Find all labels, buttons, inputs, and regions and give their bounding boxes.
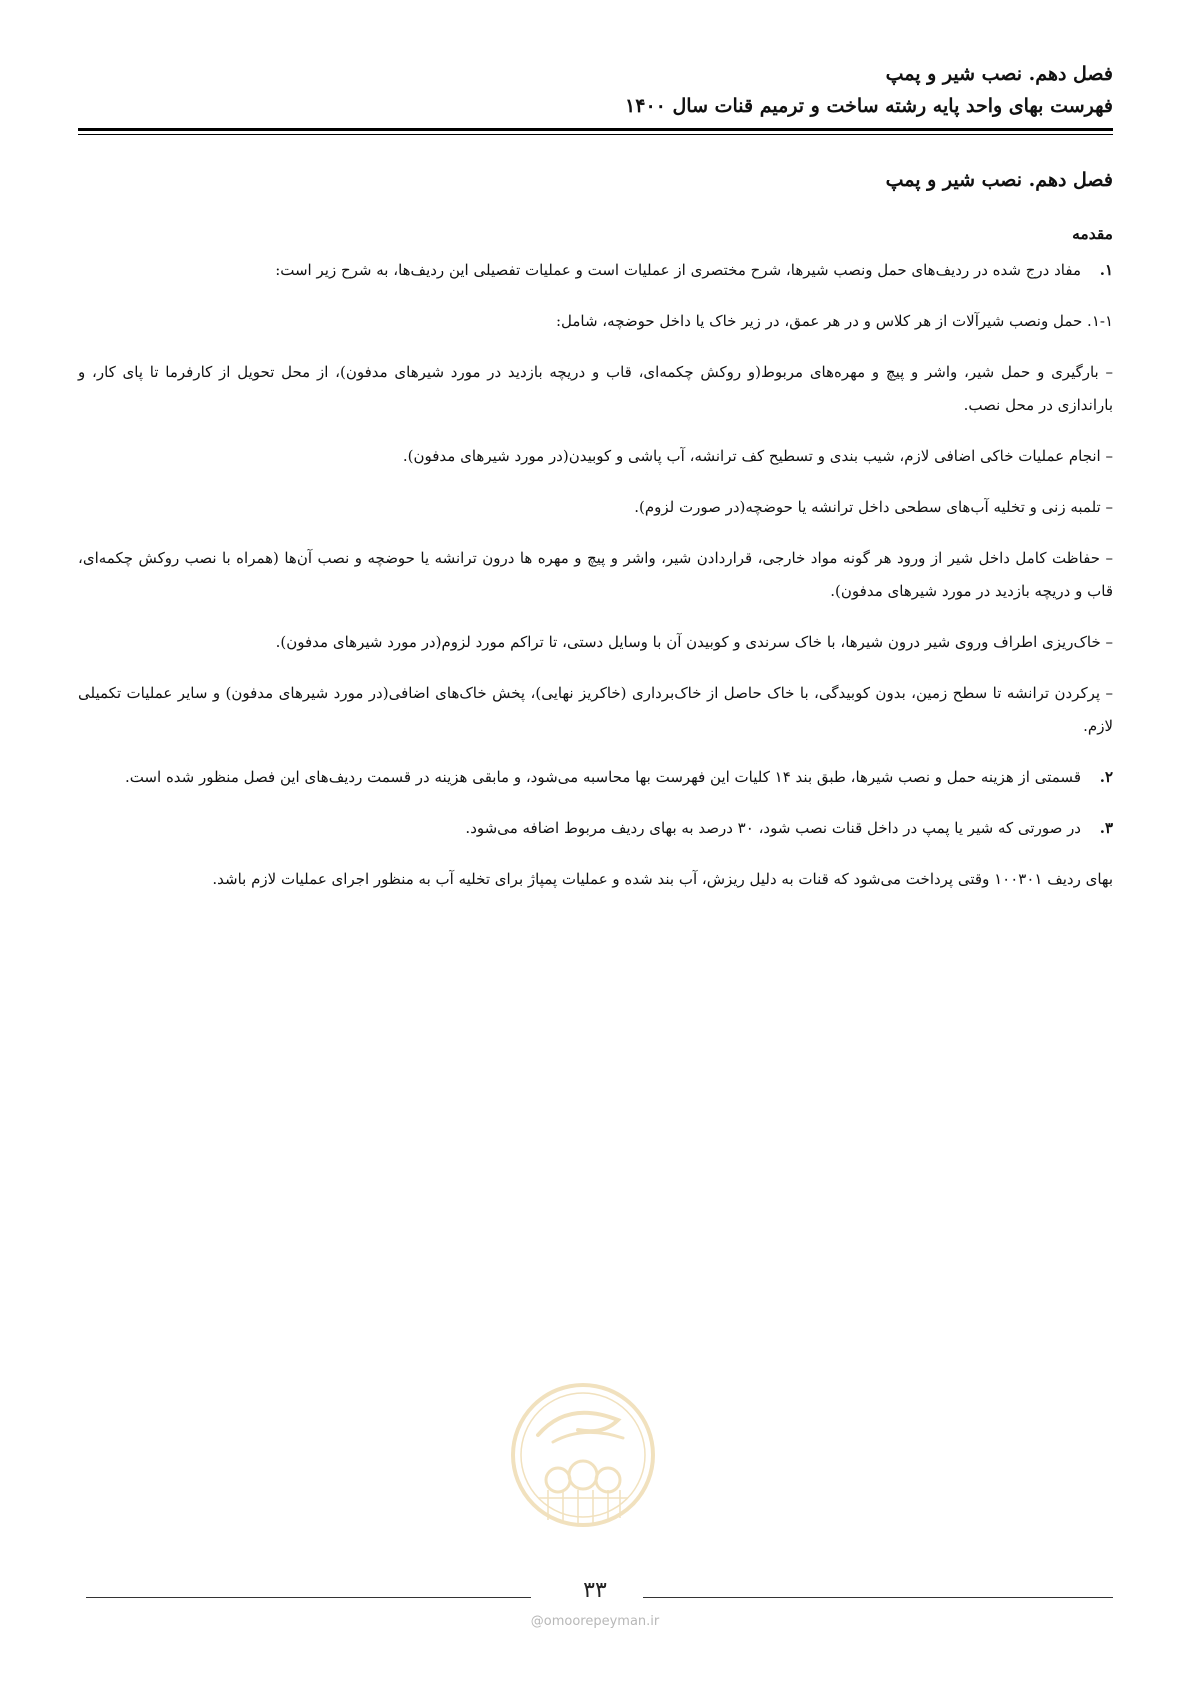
footer-rule-left [86,1597,531,1598]
header-rule-thick [78,128,1113,131]
omoorepeyman-seal-icon [508,1380,658,1530]
page-content [78,160,1113,914]
bullet-pumping: – تلمبه زنی و تخلیه آب‌های سطحی داخل ترانشه یا حوضچه(در صورت لزوم). [634,498,1113,516]
bullet-earthworks: – انجام عملیات خاکی اضافی لازم، شیب بندی و تسطیح کف ترانشه، آب پاشی و کوبیدن(در مورد شیرهای مدفون). [402,447,1113,465]
header-list-title: فهرست بهای واحد پایه رشته ساخت و ترمیم قنات سال ۱۴۰۰ [625,95,1113,117]
bullet-protection: – حفاظت کامل داخل شیر از ورود هر گونه مواد خارجی، قراردادن شیر، واشر و پیچ و مهره ها درون ترانشه یا حوضچه و نصب آن‌ها (همراه با نصب روکش چکمه‌ای، قاب و دریچه بازدید در مورد شیرهای مدفون). [78,549,1113,600]
item-1 [78,254,1113,287]
intro-heading: مقدمه [1072,224,1113,243]
chapter-title: فصل دهم. نصب شیر و پمپ [885,169,1113,191]
item-3-text: در صورتی که شیر یا پمپ در داخل قنات نصب شود، ۳۰ درصد به بهای ردیف مربوط اضافه می‌شود. [465,819,1081,837]
item-2-text: قسمتی از هزینه حمل و نصب شیرها، طبق بند ۱۴ کلیات این فهرست بها محاسبه می‌شود، و مابقی هزینه در قسمت ردیف‌های این فصل منظور شده است. [124,768,1081,786]
footer-rule-right [643,1597,1113,1598]
item-3 [78,812,1113,845]
header-chapter: فصل دهم. نصب شیر و پمپ [885,63,1113,85]
item-2 [78,761,1113,794]
bullet-backfill: – خاک‌ریزی اطراف وروی شیر درون شیرها، با خاک سرندی و کوبیدن آن با وسایل دستی، تا تراکم مورد لزوم(در مورد شیرهای مدفون). [275,633,1113,651]
closing-paragraph: بهای ردیف ۱۰۰۳۰۱ وقتی پرداخت می‌شود که قنات به دلیل ریزش، آب بند شده و عملیات پمپاژ برای تخلیه آب به منظور اجرای عملیات لازم باشد. [212,870,1113,888]
item-2-number: ۲. [1099,768,1113,786]
header-rule-thin [78,134,1113,135]
bullet-loading: – بارگیری و حمل شیر، واشر و پیچ و مهره‌های مربوط(و روکش چکمه‌ای، قاب و دریچه بازدید در مورد شیرهای مدفون)، از محل تحویل از کارفرما تا پای کار، و باراندازی در محل نصب. [78,363,1113,414]
sub-item-1-1: ۱-۱. حمل ونصب شیرآلات از هر کلاس و در هر عمق، در زیر خاک یا داخل حوضچه، شامل: [555,312,1113,330]
bullet-final-fill: – پرکردن ترانشه تا سطح زمین، بدون کوبیدگی، با خاک حاصل از خاک‌برداری (خاکریز نهایی)، پخش خاک‌های اضافی(در مورد شیرهای مدفون) و سایر عملیات تکمیلی لازم. [78,684,1113,735]
item-1-text: مفاد درج شده در ردیف‌های حمل ونصب شیرها، شرح مختصری از عملیات است و عملیات تفصیلی این ردیف‌ها، به شرح زیر است: [275,261,1081,279]
page-header [78,58,1113,122]
item-1-number: ۱. [1099,261,1113,279]
site-watermark-text: @omoorepeyman.ir [530,1614,660,1629]
item-3-number: ۳. [1099,819,1113,837]
page-number: ۳۳ [583,1578,607,1603]
